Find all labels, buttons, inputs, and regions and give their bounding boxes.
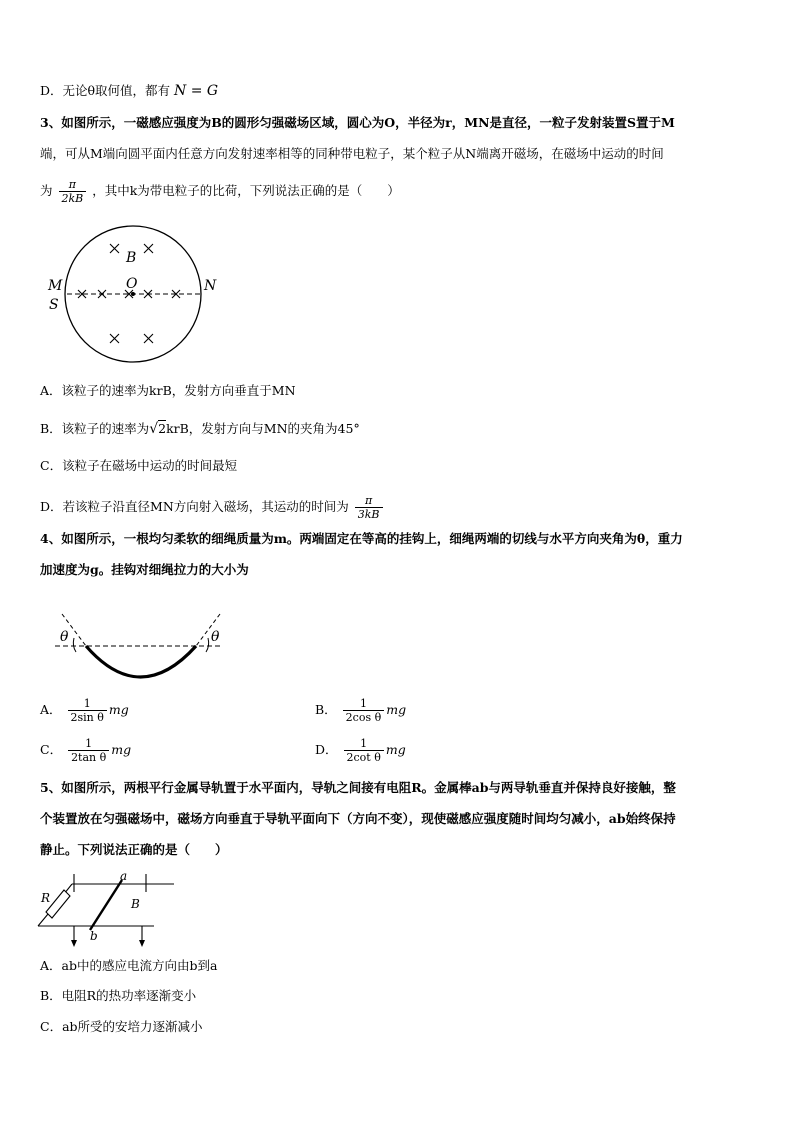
- stem-text: 端，可从M端向圆平面内任意方向发射速率相等的同种带电粒子，某个粒子从N端离开磁场，在磁场中运动的时间: [40, 146, 664, 161]
- option-suffix: mg: [111, 742, 132, 757]
- stem-text: 如图所示，两根平行金属导轨置于水平面内，导轨之间接有电阻R。金属棒ab与两导轨垂直并保持良好接触，整: [61, 780, 676, 795]
- left-connector-bottom: [38, 914, 48, 926]
- q3-option-c: [40, 457, 237, 475]
- angle-arc-left: [73, 638, 76, 652]
- fraction-numerator: 1: [68, 697, 107, 711]
- label-b: B: [126, 250, 137, 266]
- q3-option-a: [40, 382, 296, 400]
- stem-text: 为: [40, 183, 53, 198]
- option-label: A．: [40, 702, 62, 717]
- sqrt-radicand: 2: [158, 421, 167, 436]
- q3-stem-line-3: [40, 178, 400, 205]
- q5-option-c: [40, 1018, 203, 1036]
- stem-text: 如图所示，一根均匀柔软的细绳质量为m。两端固定在等高的挂钩上，细绳两端的切线与水平方向夹角为θ，重力: [61, 531, 683, 546]
- question-number: 3、: [40, 115, 62, 130]
- q4-hanging-rope-figure: [50, 608, 240, 690]
- option-text: D．若该粒子沿直径MN方向射入磁场，其运动的时间为: [40, 499, 349, 514]
- q4-option-a: [40, 697, 129, 724]
- option-text: C．ab所受的安培力逐渐减小: [40, 1019, 203, 1034]
- fraction-denominator: 3kB: [357, 508, 380, 521]
- label-a: a: [120, 870, 128, 883]
- option-text: krB，发射方向与MN的夹角为45°: [166, 421, 360, 436]
- sqrt-symbol: √: [149, 421, 159, 437]
- q5-stem-line-1: [40, 779, 676, 797]
- field-arrow-left-head: [71, 940, 77, 947]
- label-m: M: [48, 278, 63, 294]
- q4-option-b: [315, 697, 406, 724]
- angle-arc-right: [206, 638, 209, 652]
- rod-ab: [90, 880, 122, 930]
- fraction-numerator: 1: [344, 737, 384, 751]
- fraction-numerator: 1: [343, 697, 385, 711]
- option-text: 无论θ取何值，都有: [62, 83, 171, 98]
- option-fraction: [343, 697, 385, 724]
- option-suffix: mg: [386, 702, 407, 717]
- field-arrow-right-head: [139, 940, 145, 947]
- label-r: R: [41, 891, 51, 905]
- fraction-denominator: 2kB: [61, 192, 84, 205]
- option-text: B．电阻R的热功率逐渐变小: [40, 988, 197, 1003]
- q3-option-d: [40, 494, 385, 521]
- stem-text: 如图所示，一磁感应强度为B的圆形匀强磁场区域，圆心为O，半径为r，MN是直径，一粒子发射装置S置于M: [61, 115, 675, 130]
- option-label: B．: [315, 702, 337, 717]
- stem-text: 个装置放在匀强磁场中，磁场方向垂直于导轨平面向下（方向不变），现使磁感应强度随时间均匀减小，ab始终保持: [40, 811, 676, 826]
- q5-stem-line-2: [40, 810, 676, 828]
- label-o: O: [126, 276, 138, 292]
- center-point: [131, 292, 135, 296]
- label-b-rod: b: [90, 929, 98, 943]
- time-fraction: [355, 494, 383, 521]
- option-label: D．: [40, 83, 63, 98]
- q4-stem-line-1: [40, 530, 683, 548]
- question-number: 5、: [40, 780, 62, 795]
- fraction-denominator: 2tan θ: [71, 751, 107, 764]
- q3-option-b: [40, 420, 360, 438]
- q5-option-a: [40, 957, 217, 975]
- q5-stem-line-3: [40, 841, 228, 859]
- label-s: S: [49, 297, 59, 313]
- option-text: A．ab中的感应电流方向由b到a: [40, 958, 218, 973]
- fraction-denominator: 2cos θ: [345, 711, 382, 724]
- q4-option-c: [40, 737, 131, 764]
- fraction-numerator: π: [355, 494, 383, 508]
- option-suffix: mg: [385, 742, 406, 757]
- q3-magnetic-circle-figure: [40, 222, 230, 367]
- q5-option-b: [40, 987, 196, 1005]
- option-label: D．: [315, 742, 338, 757]
- fraction-denominator: 2sin θ: [70, 711, 104, 724]
- formula: N = G: [174, 83, 219, 99]
- label-b-field: B: [131, 897, 140, 911]
- option-fraction: [68, 737, 109, 764]
- question-number: 4、: [40, 531, 62, 546]
- time-fraction: [59, 178, 87, 205]
- theta-right: θ: [211, 629, 220, 645]
- q3-stem-line-2: [40, 145, 664, 163]
- fraction-numerator: π: [59, 178, 87, 192]
- theta-left: θ: [60, 629, 69, 645]
- option-fraction: [344, 737, 384, 764]
- fraction-denominator: 2cot θ: [346, 751, 381, 764]
- label-n: N: [204, 278, 217, 294]
- q5-rails-figure: [34, 870, 184, 950]
- option-text: A．该粒子的速率为krB，发射方向垂直于MN: [40, 383, 296, 398]
- option-text: B．该粒子的速率为: [40, 421, 150, 436]
- option-fraction: [68, 697, 107, 724]
- q3-stem-line-1: [40, 114, 675, 132]
- option-label: C．: [40, 742, 63, 757]
- option-text: C．该粒子在磁场中运动的时间最短: [40, 458, 238, 473]
- stem-text: 静止。下列说法正确的是（ ）: [40, 842, 228, 857]
- option-suffix: mg: [108, 702, 129, 717]
- stem-text: ，其中k为带电粒子的比荷，下列说法正确的是（ ）: [92, 183, 400, 198]
- rope: [86, 646, 196, 677]
- fraction-numerator: 1: [68, 737, 109, 751]
- stem-text: 加速度为g。挂钩对细绳拉力的大小为: [40, 562, 249, 577]
- q2-option-d: [40, 82, 218, 100]
- q4-option-d: [315, 737, 406, 764]
- q4-stem-line-2: [40, 561, 249, 579]
